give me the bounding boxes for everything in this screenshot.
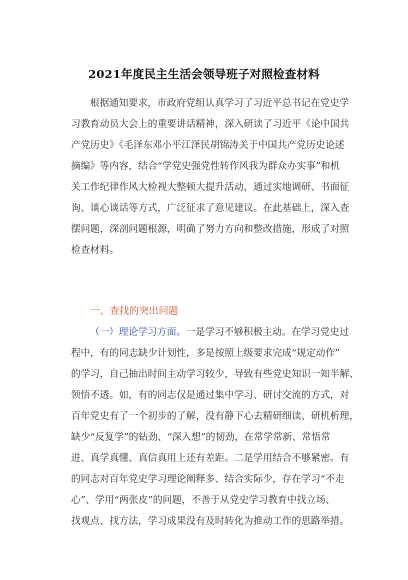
body-line: 缺少“反复学”的钻劲、“深入想”的韧劲，在常学常新、常悟常 <box>71 432 331 443</box>
body-line: 的学习，自己抽出时间主动学习较少，导致有些党史知识一知半解、 <box>71 369 359 380</box>
intro-line: 根据通知要求，市政府党组认真学习了习近平总书记在党史学 <box>90 98 350 109</box>
subsection-paragraph <box>71 322 361 532</box>
subsection-first-line <box>71 322 361 343</box>
intro-line: 产党历史》《毛泽东邓小平江泽民胡锦涛关于中国共产党历史论述 <box>71 140 345 151</box>
intro-line: 摘编》等内容，结合“学党史强党性转作风我为群众办实事”和机 <box>71 161 340 172</box>
subsection-first-line-text: 一是学习不够积极主动。在学习党史过 <box>185 327 350 338</box>
intro-line: 关工作纪律作风大检视大整顿大提升活动，通过实地调研、书面征 <box>71 182 350 193</box>
intro-line: 询、谈心谈话等方式，广泛征求了意见建议。在此基础上，深入查 <box>71 203 350 214</box>
body-line: 找观点、找方法，学习成果没有及时转化为推动工作的思路举措。 <box>71 516 350 527</box>
intro-paragraph <box>71 93 361 261</box>
body-line: 领悟不透。如，有的同志仅是通过集中学习、研讨交流的方式，对 <box>71 390 350 401</box>
body-line: 心”、学用“两张皮”的问题，不善于从党史学习教育中找立场、 <box>71 495 336 506</box>
section-heading: 一、查找的突出问题 <box>90 306 179 317</box>
document-title: 2021年度民主生活会领导班子对照检查材料 <box>88 67 320 81</box>
body-line: 百年党史有了一个初步的了解，没有静下心去精研细读、研机析理， <box>71 411 359 422</box>
intro-line: 检查材料。 <box>71 245 119 256</box>
body-line: 进、真学真懂、真信真用上还有差距。二是学用结合不够紧密。有 <box>71 453 350 464</box>
subsection-heading: （一）理论学习方面。 <box>90 327 186 338</box>
body-line: 的同志对百年党史学习理论阐释多、结合实际少，存在学习“不走 <box>71 474 345 485</box>
body-line: 程中，有的同志缺少计划性，多是按照上级要求完成“规定动作” <box>71 348 340 359</box>
intro-line: 习教育动员大会上的重要讲话精神，深入研读了习近平《论中国共 <box>71 119 350 130</box>
intro-line: 摆问题，深剖问题根源，明确了努力方向和整改措施，形成了对照 <box>71 224 350 235</box>
